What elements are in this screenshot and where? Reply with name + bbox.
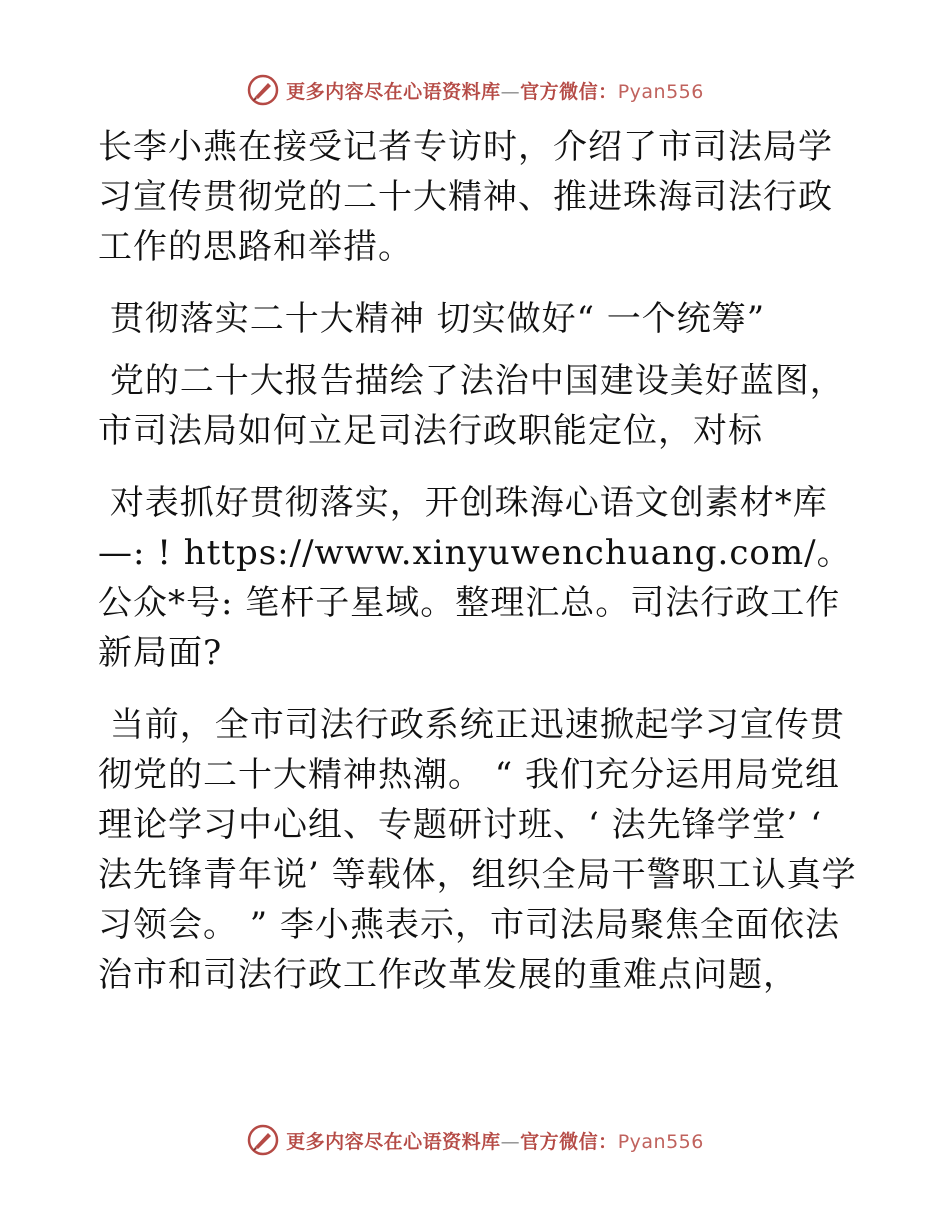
footer-watermark (0, 1122, 950, 1158)
watermark-slogan: 更多内容尽在心语资料库 (286, 1130, 501, 1153)
watermark-text (286, 77, 704, 104)
header-watermark (0, 72, 950, 108)
watermark-wechat-label: 官方微信： (520, 1130, 618, 1153)
watermark-wechat-id: Pyan556 (617, 1130, 704, 1153)
watermark-text (286, 1127, 704, 1154)
watermark-wechat-label: 官方微信： (520, 80, 618, 103)
watermark-separator: — (500, 80, 521, 103)
pen-logo-icon (246, 73, 280, 107)
document-body (98, 122, 858, 1000)
watermark-slogan: 更多内容尽在心语资料库 (286, 80, 501, 103)
pen-logo-icon (246, 1123, 280, 1157)
paragraph-question: 党的二十大报告描绘了法治中国建设美好蓝图， 市司法局如何立足司法行政职能定位，对标 (98, 361, 845, 451)
paragraph-question-cont: 对表抓好贯彻落实，开创珠海心语文创素材*库—: ! https://www.xinyuwenchuang.com/。公众*号: 笔杆子星域。整理汇总。司法行政工作新局面? (98, 483, 852, 673)
paragraph-answer: 当前，全市司法行政系统正迅速掀起学习宣传贯彻党的二十大精神热潮。 “ 我们充分运用局党组理论学习中心组、专题研讨班、‘ 法先锋学堂’ ‘ 法先锋青年说’ 等载体，组织全局干警职工认真学习领会。 ” 李小燕表示，市司法局聚焦全面依法治市和司法行政工作改革发展的重难点问题， (98, 705, 857, 995)
paragraph-intro: 长李小燕在接受记者专访时，介绍了市司法局学习宣传贯彻党的二十大精神、推进珠海司法行政工作的思路和举措。 (98, 127, 833, 267)
watermark-wechat-id: Pyan556 (617, 80, 704, 103)
section-heading: 贯彻落实二十大精神 切实做好“ 一个统筹” (98, 299, 766, 339)
watermark-separator: — (500, 1130, 521, 1153)
